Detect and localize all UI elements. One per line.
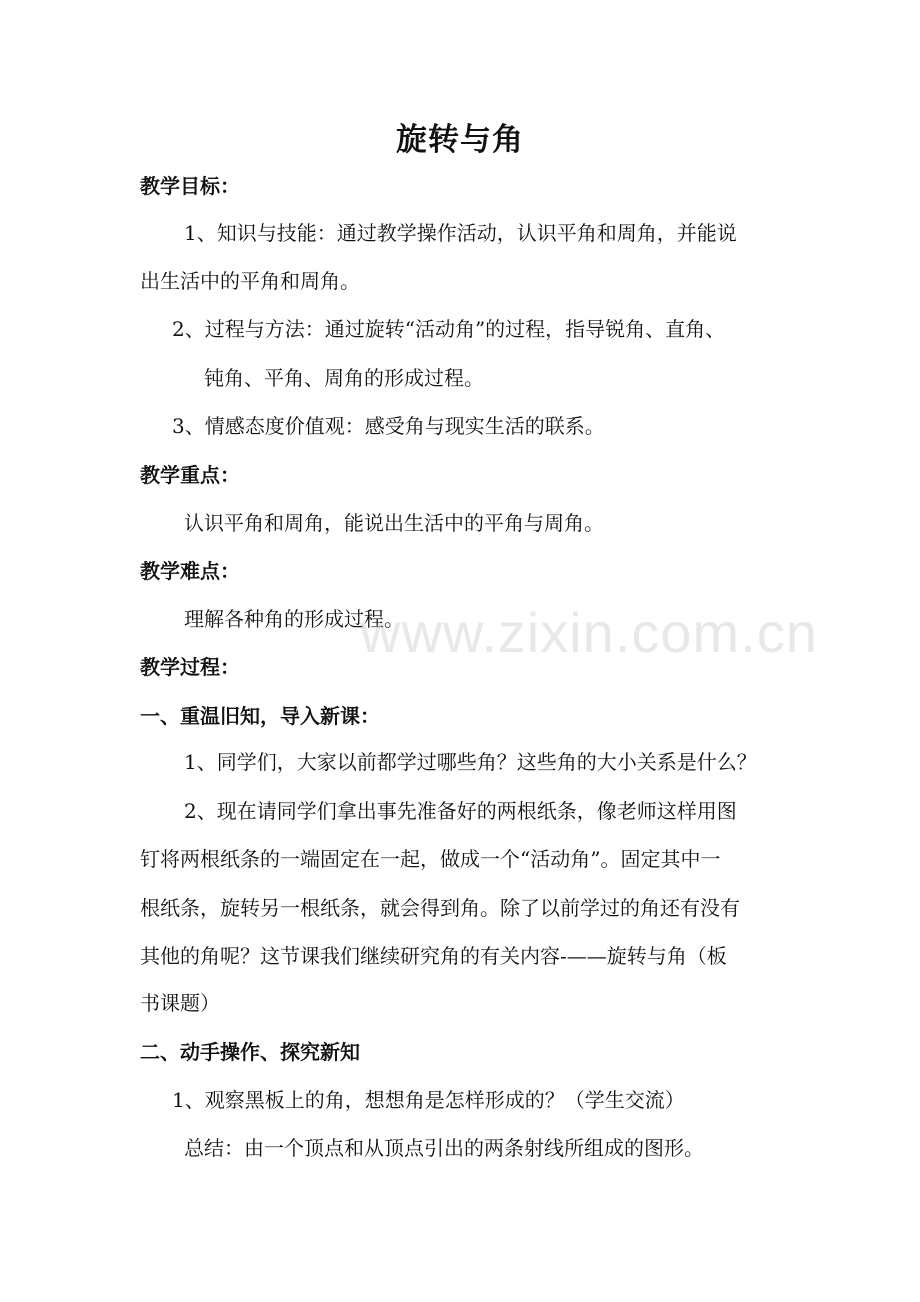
- document-title: 旋转与角: [396, 122, 524, 158]
- section-1-paragraph-2-line-1: 2、现在请同学们拿出事先准备好的两根纸条，像老师这样用图: [184, 799, 737, 823]
- process-heading: 教学过程：: [140, 655, 240, 679]
- section-1-paragraph-2-line-3: 根纸条，旋转另一根纸条，就会得到角。除了以前学过的角还有没有: [140, 896, 740, 920]
- site-watermark: www.zixin.com.cn: [360, 601, 818, 664]
- section-1-paragraph-1: 1、同学们，大家以前都学过哪些角？这些角的大小关系是什么？: [184, 750, 757, 774]
- key-points-text: 认识平角和周角，能说出生活中的平角与周角。: [184, 511, 604, 535]
- objective-2-line-1: 2、过程与方法：通过旋转“活动角”的过程，指导锐角、直角、: [172, 317, 726, 341]
- section-2-summary: 总结：由一个顶点和从顶点引出的两条射线所组成的图形。: [184, 1136, 704, 1160]
- section-1-heading: 一、重温旧知，导入新课：: [140, 704, 380, 728]
- objective-1-line-2: 出生活中的平角和周角。: [140, 269, 360, 293]
- section-1-paragraph-2-line-5: 书课题）: [140, 991, 220, 1015]
- objective-2-line-2: 钝角、平角、周角的形成过程。: [204, 366, 484, 390]
- section-1-paragraph-2-line-4: 其他的角呢？这节课我们继续研究角的有关内容-——旋转与角（板: [140, 944, 727, 968]
- objectives-heading: 教学目标：: [140, 174, 240, 198]
- difficulty-heading: 教学难点：: [140, 559, 240, 583]
- section-2-heading: 二、动手操作、探究新知: [140, 1040, 360, 1064]
- section-2-paragraph-1: 1、观察黑板上的角，想想角是怎样形成的？（学生交流）: [172, 1088, 685, 1112]
- objective-1-line-1: 1、知识与技能：通过教学操作活动，认识平角和周角，并能说: [184, 221, 737, 245]
- difficulty-text: 理解各种角的形成过程。: [184, 607, 404, 631]
- section-1-paragraph-2-line-2: 钉将两根纸条的一端固定在一起，做成一个“活动角”。固定其中一: [140, 847, 721, 871]
- objective-3: 3、情感态度价值观：感受角与现实生活的联系。: [172, 414, 605, 438]
- key-points-heading: 教学重点：: [140, 463, 240, 487]
